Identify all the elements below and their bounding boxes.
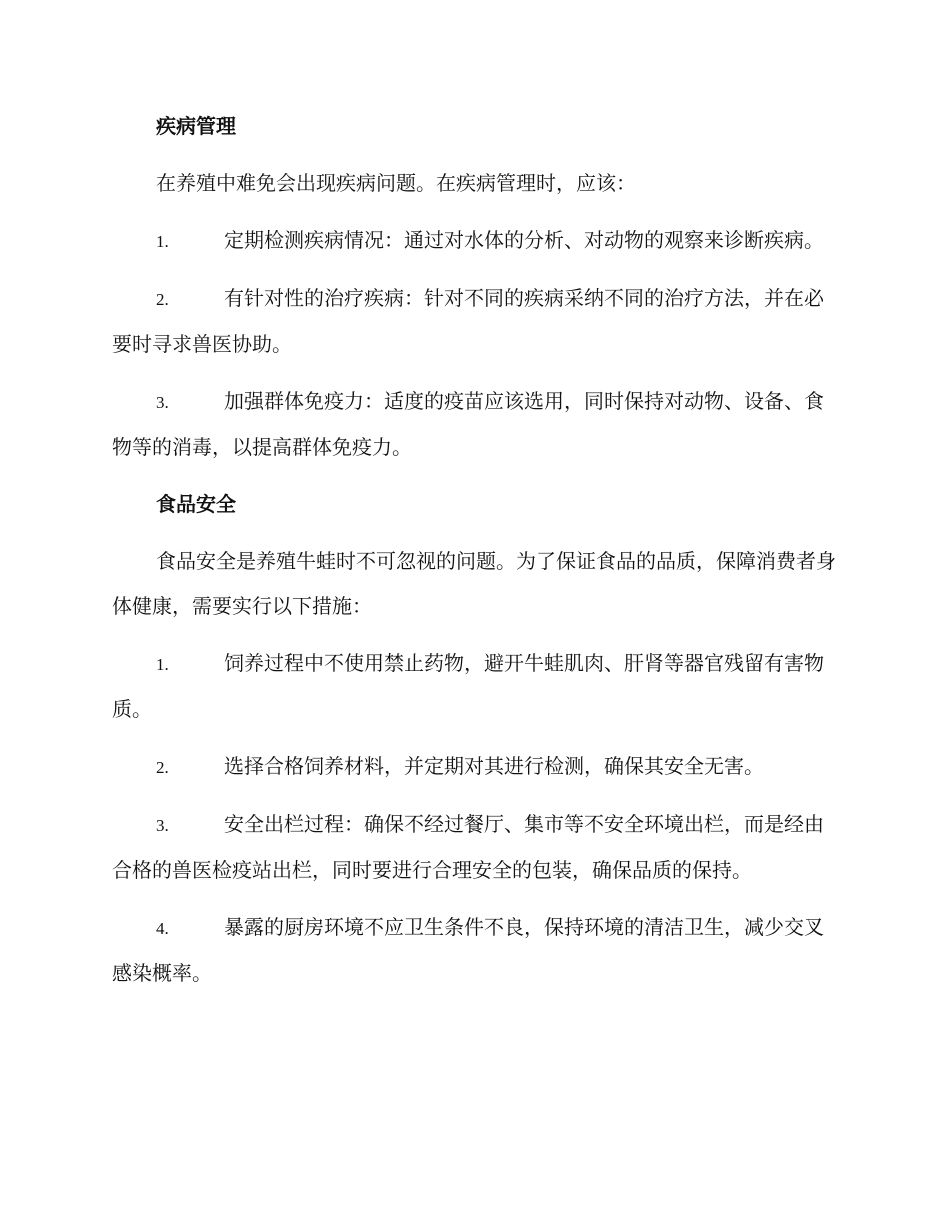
list-item-number: 1. xyxy=(156,655,169,674)
section-title-disease-management: 疾病管理 xyxy=(156,114,236,138)
section-intro: 在养殖中难免会出现疾病问题。在疾病管理时，应该： xyxy=(156,171,636,195)
section-title-food-safety: 食品安全 xyxy=(156,492,236,516)
list-item-number: 4. xyxy=(156,919,169,938)
list-item-number: 3. xyxy=(156,816,169,835)
list-item xyxy=(112,802,836,893)
list-item-number: 1. xyxy=(156,232,169,251)
list-item-text: 选择合格饲养材料，并定期对其进行检测，确保其安全无害。 xyxy=(224,754,764,778)
list-item-text: 饲养过程中不使用禁止药物，避开牛蛙肌肉、肝肾等器官残留有害物质。 xyxy=(112,651,824,721)
section-intro: 食品安全是养殖牛蛙时不可忽视的问题。为了保证食品的品质，保障消费者身体健康，需要实行以下措施： xyxy=(112,549,836,618)
list-item-text: 加强群体免疫力：适度的疫苗应该选用，同时保持对动物、设备、食物等的消毒，以提高群体免疫力。 xyxy=(112,389,824,459)
list-item xyxy=(112,276,836,367)
list-item-number: 3. xyxy=(156,393,169,412)
list-item xyxy=(112,379,836,470)
list-item xyxy=(112,218,836,264)
document-content xyxy=(112,104,836,1008)
list-item xyxy=(112,905,836,996)
list-item xyxy=(112,641,836,732)
list-item xyxy=(112,744,836,790)
list-item-text: 定期检测疾病情况：通过对水体的分析、对动物的观察来诊断疾病。 xyxy=(224,228,824,252)
list-item-number: 2. xyxy=(156,290,169,309)
list-item-number: 2. xyxy=(156,758,169,777)
list-item-text: 安全出栏过程：确保不经过餐厅、集市等不安全环境出栏，而是经由合格的兽医检疫站出栏，同时要进行合理安全的包装，确保品质的保持。 xyxy=(112,812,824,882)
list-item-text: 有针对性的治疗疾病：针对不同的疾病采纳不同的治疗方法，并在必要时寻求兽医协助。 xyxy=(112,286,824,356)
list-item-text: 暴露的厨房环境不应卫生条件不良，保持环境的清洁卫生，减少交叉感染概率。 xyxy=(112,915,824,985)
